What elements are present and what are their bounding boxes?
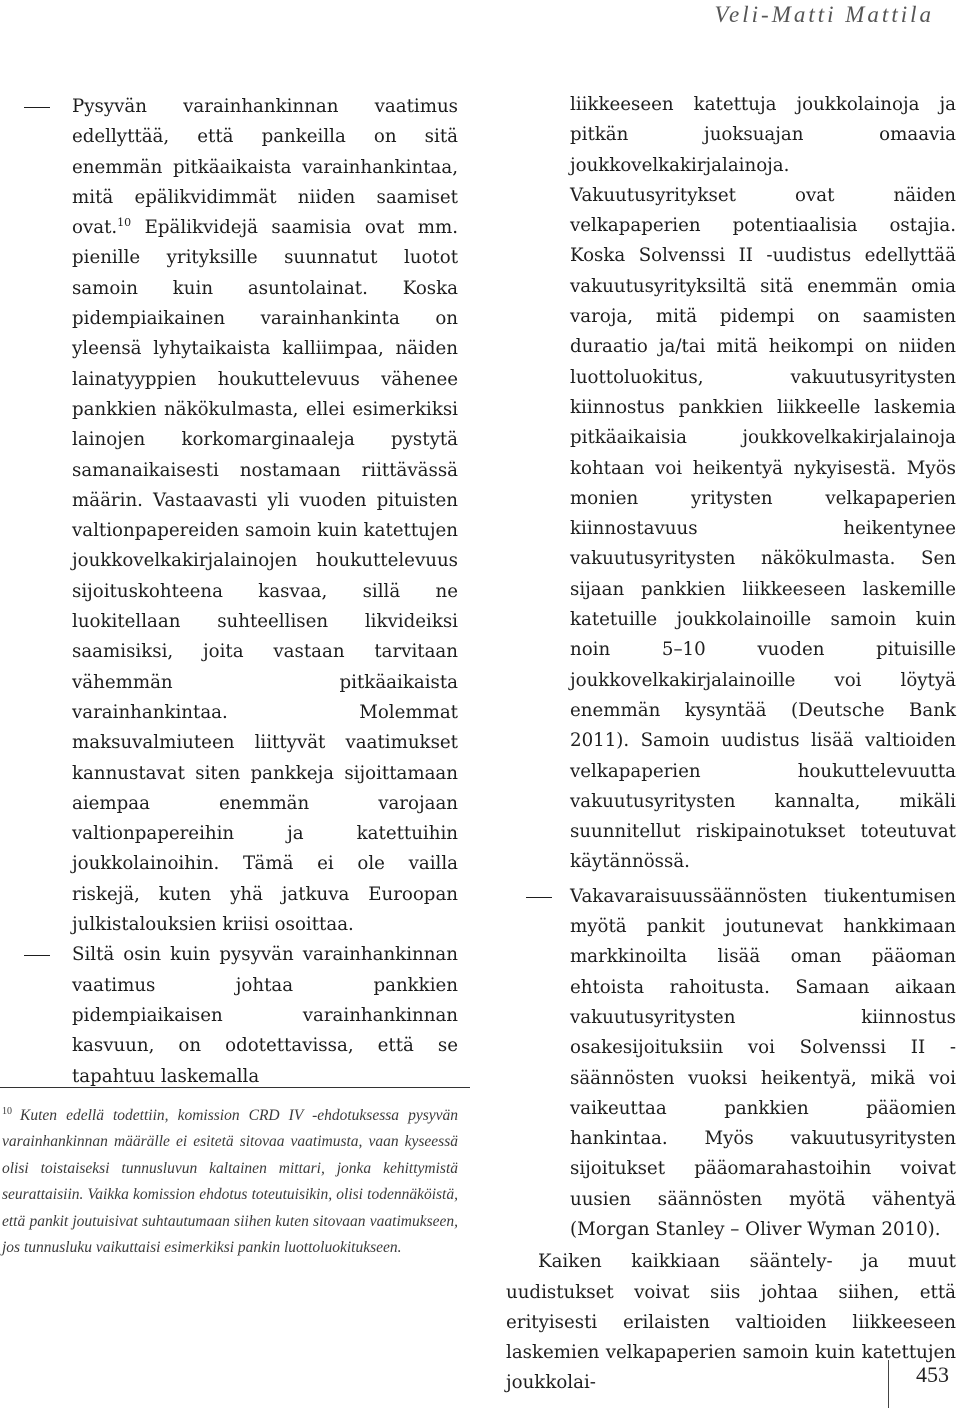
list-dash [24, 107, 50, 108]
footnote-rule [0, 1087, 470, 1088]
list-item-text: Siltä osin kuin pysyvän varainhankinnan vaatimus johtaa pankkien pidempiaikaisen varainhankinnan kasvuun, on odotettavissa, että se tapahtuu laskemalla [72, 944, 458, 1087]
list-item-text: liikkeeseen katettuja joukkolainoja ja pitkän juoksuajan omaavia joukkovelkakirjalainoja. Vakuutusyritykset ovat näiden velkapaperien potentiaalisia ostajia. Koska Solvenssi II -uudistus edellyttää vakuutusyrityksiltä sitä enemmän omia varoja, mitä pidempi on saamisten duraatio ja/tai mitä heikompi on niiden luottoluokitus, vakuutusyritysten kiinnostus pankkien liikkeelle laskemia pitkäaikaisia joukkovelkakirjalainoja kohtaan voi heikentyä nykyisestä. Myös monien yritysten velkapaperien kiinnostavuus heikentynee vakuutusyritysten näkökulmasta. Sen sijaan pankkien liikkeeseen laskemille katetuille joukkolainoille samoin kuin noin 5–10 vuoden pituisille joukkovelkakirjalainoille voi löytyä enemmän kysyntää (Deutsche Bank 2011). Samoin uudistus lisää valtioiden velkapaperien houkuttelevuutta vakuutusyritysten kannalta, mikäli suunnitellut riskipainotukset toteutuvat käytännössä. [570, 94, 956, 873]
left-column [72, 92, 458, 1092]
list-item [72, 940, 458, 1091]
footnote [2, 1103, 458, 1261]
list-item-text: Epälikvidejä saamisia ovat mm. pienille yrityksille suunnatut luotot samoin kuin asuntolainat. Koska pidempiaikainen varainhankinta on yleensä lyhytaikaista kalliimpaa, näiden lainatyyppien houkuttelevuus vähenee pankkien näkökulmasta, ellei esimerkiksi lainojen korkomarginaaleja pystytä samanaikaisesti nostamaan riittävässä määrin. Vastaavasti yli vuoden pituisten valtionpapereiden samoin kuin katettujen joukkovelkakirjalainojen houkuttelevuus sijoituskohteena kasvaa, sillä ne luokitellaan suhteellisen likvideiksi saamisiksi, joita vastaan tarvitaan vähemmän pitkäaikaista varainhankintaa. Molemmat maksuvalmiuteen liittyvät vaatimukset kannustavat siten pankkeja sijoittamaan aiempaa enemmän varojaan valtionpapereihin ja katettuihin joukkolainoihin. Tämä ei ole vailla riskejä, kuten yhä jatkuva Euroopan julkistalouksien kriisi osoittaa. [72, 217, 458, 936]
list-item-text: Pysyvän varainhankinnan vaatimus edellyttää, että pankeilla on sitä enemmän pitkäaikaista varainhankintaa, mitä epälikvidimmät niiden saamiset ovat. [72, 96, 458, 239]
list-item-continuation [570, 90, 956, 878]
page-number: 453 [916, 1362, 949, 1387]
page-number-rule [888, 1360, 889, 1408]
footnote-mark: 10 [2, 1105, 12, 1117]
footnote-text: Kuten edellä todettiin, komission CRD IV -ehdotuksessa pysyvän varainhankinnan määrälle ei esitetä sitovaa vaatimusta, vaan kyseessä olisi toistaiseksi tunnusluvun kaltainen mittari, jonka kehittymistä seurattaisiin. Vaikka komission ehdotus toteutuisikin, olisi todennäköistä, että pankit joutuisivat suhtautumaan siihen kuten sitovaan vaatimukseen, jos tunnusluku vaikuttaisi esimerkiksi pankin luottoluokitukseen. [2, 1107, 458, 1257]
list-dash [24, 955, 50, 956]
right-column [506, 90, 956, 1399]
list-item-text: Vakavaraisuussäännösten tiukentumisen myötä pankit joutunevat hankkimaan markkinoilta lisää oman pääoman ehtoista rahoitusta. Samaan aikaan vakuutusyritysten kiinnostus osakesijoituksiin voi Solvenssi II -säännösten vuoksi heikentyä, mikä voi vaikeuttaa pankkien pääomien hankintaa. Myös vakuutusyritysten sijoitukset pääomarahastoihin voivat uusien säännösten myötä vähentyä (Morgan Stanley – Oliver Wyman 2010). [570, 885, 956, 1240]
running-head: Veli-Matti Mattila [714, 2, 934, 27]
footnote-reference[interactable]: 10 [117, 216, 132, 230]
list-item [570, 882, 956, 1246]
list-item [72, 92, 458, 940]
body-paragraph: Kaiken kaikkiaan sääntely- ja muut uudistukset voivat siis johtaa siihen, että erityisesti erilaisten valtioiden liikkeeseen laskemien velkapaperien samoin kuin katettujen joukkolai- [506, 1251, 956, 1394]
list-dash [526, 897, 552, 898]
